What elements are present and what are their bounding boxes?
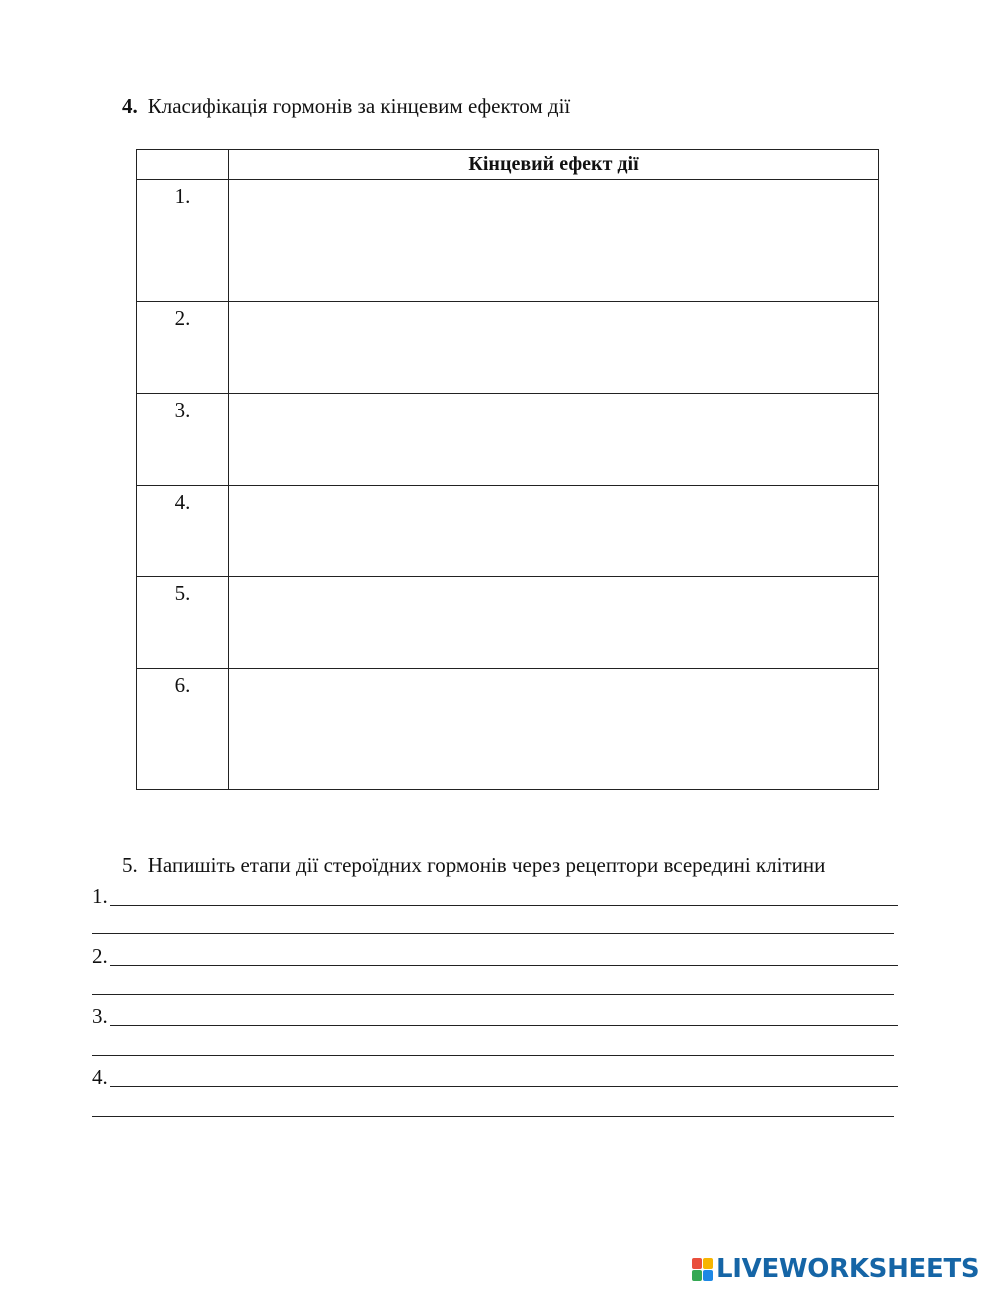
- logo-tile: [692, 1270, 702, 1281]
- effect-answer-cell[interactable]: [229, 669, 879, 790]
- logo-tile: [703, 1270, 713, 1281]
- table-row: [137, 577, 879, 669]
- answer-line[interactable]: [92, 940, 898, 966]
- answer-rule: [110, 965, 898, 966]
- liveworksheets-logo: [692, 1254, 979, 1284]
- logo-tile: [692, 1258, 702, 1269]
- answer-label: 1.: [92, 884, 108, 908]
- row-number: 3.: [137, 394, 229, 486]
- question-5-text: Напишіть етапи дії стероїдних гормонів через рецептори всередині клітини: [147, 853, 826, 877]
- question-4-number: 4.: [122, 94, 138, 118]
- liveworksheets-logo-icon: [692, 1258, 712, 1280]
- row-number: 4.: [137, 486, 229, 577]
- answer-line[interactable]: [92, 1061, 898, 1087]
- table-row: [137, 669, 879, 790]
- effect-answer-cell[interactable]: [229, 577, 879, 669]
- answer-label: 4.: [92, 1065, 108, 1089]
- answer-rule: [110, 905, 898, 906]
- row-number: 1.: [137, 180, 229, 302]
- answer-continuation-line[interactable]: [92, 1116, 894, 1117]
- row-number: 2.: [137, 302, 229, 394]
- answer-rule: [110, 1025, 898, 1026]
- answer-continuation-line[interactable]: [92, 933, 894, 934]
- answer-line[interactable]: [92, 1000, 898, 1026]
- table-row: [137, 486, 879, 577]
- table-row: [137, 180, 879, 302]
- question-5-number: 5.: [122, 853, 138, 877]
- answer-rule: [110, 1086, 898, 1087]
- effect-answer-cell[interactable]: [229, 394, 879, 486]
- hormone-effects-table: [136, 149, 879, 790]
- logo-tile: [703, 1258, 713, 1269]
- answer-label: 2.: [92, 944, 108, 968]
- question-4-title: [122, 94, 570, 119]
- answer-continuation-line[interactable]: [92, 994, 894, 995]
- logo-text: LIVEWORKSHEETS: [716, 1254, 980, 1284]
- row-number: 6.: [137, 669, 229, 790]
- table-header-effect: Кінцевий ефект дії: [229, 150, 879, 180]
- answer-continuation-line[interactable]: [92, 1055, 894, 1056]
- question-4-text: Класифікація гормонів за кінцевим ефектом дії: [147, 94, 571, 118]
- question-5-title: [122, 853, 825, 878]
- table-row: [137, 302, 879, 394]
- table-header-row: [137, 150, 879, 180]
- table-header-number: [137, 150, 229, 180]
- effect-answer-cell[interactable]: [229, 180, 879, 302]
- effect-answer-cell[interactable]: [229, 302, 879, 394]
- effect-answer-cell[interactable]: [229, 486, 879, 577]
- answer-label: 3.: [92, 1004, 108, 1028]
- row-number: 5.: [137, 577, 229, 669]
- answer-line[interactable]: [92, 880, 898, 906]
- table-row: [137, 394, 879, 486]
